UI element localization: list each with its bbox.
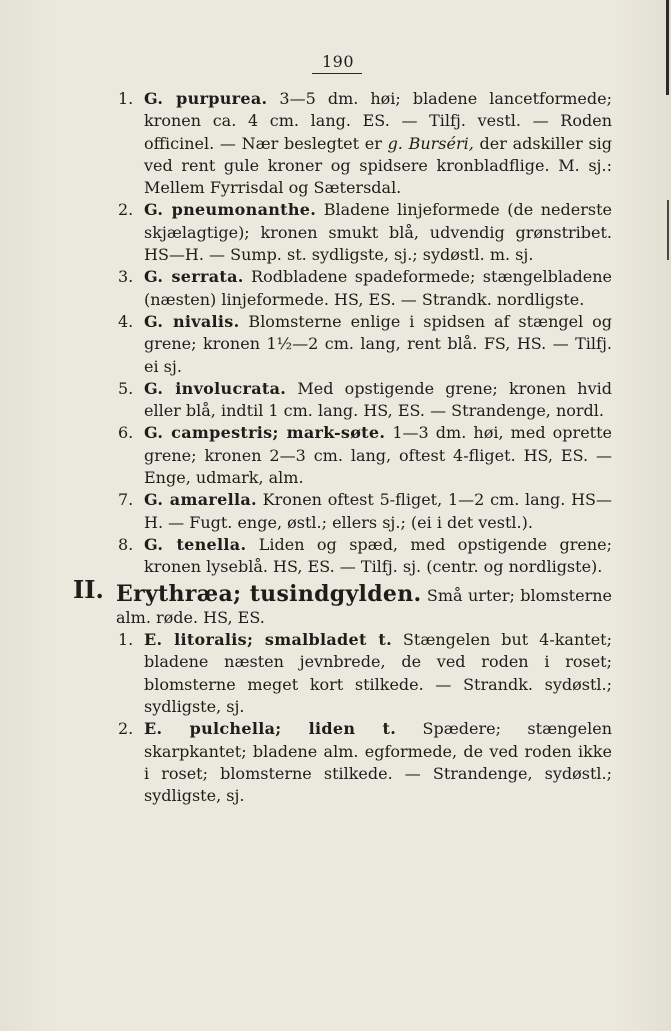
genus-section-heading (0, 574, 671, 630)
page-content (0, 88, 671, 808)
entry-body: Blomsterne enlige i spidsen af stængel og grene; kronen 1½—2 cm. lang, rent blå. FS, HS. — Tilfj. ei sj. (144, 311, 612, 376)
entry-body: Bladene linjeformede (de nederste skjælagtige); kronen smukt blå, udvendig grønstribet. HS—H. — Sump. st. sydligste, sj.; sydøstl. m. sj. (144, 200, 612, 265)
species-name: G. pneumonanthe. (144, 200, 317, 220)
entry-number: 4. (118, 311, 134, 331)
page-number: 190 (322, 52, 355, 71)
section-roman-numeral: II. (73, 574, 104, 604)
species-entry (0, 378, 671, 423)
species-entry (0, 199, 671, 266)
entry-body: Kronen oftest 5-fliget, 1—2 cm. lang. HS—H. — Fugt. enge, østl.; ellers sj.; (ei i det vestl.). (144, 490, 613, 532)
entry-body: Rodbladene spadeformede; stængelbladene (næsten) linjeformede. HS, ES. — Strandk. nordligste. (144, 267, 612, 309)
entry-italic-name: g. Burséri, (387, 133, 474, 153)
species-name: G. campestris; mark-søte. (144, 423, 386, 443)
entry-body: 3—5 dm. høi; bladene lancetformede; kronen ca. 4 cm. lang. ES. — Tilfj. vestl. — Roden officinel. — Nær beslegtet er (144, 89, 613, 153)
entry-number: 1. (118, 630, 134, 650)
entry-text (144, 266, 612, 311)
entry-number: 3. (118, 267, 134, 287)
section-text (116, 580, 613, 630)
entry-body: Liden og spæd, med opstigende grene; kronen lyseblå. HS, ES. — Tilfj. sj. (centr. og nordligste). (144, 534, 613, 577)
entry-text (144, 378, 612, 423)
species-entry (0, 489, 671, 534)
entry-text (144, 534, 612, 579)
entry-text (144, 88, 612, 199)
species-entry (0, 629, 671, 718)
page-number-rule (312, 73, 362, 74)
entry-body: Stængelen but 4-kantet; bladene næsten jevnbrede, de ved roden i roset; blomsterne meget kort stilkede. — Strandk. sydøstl.; sydligste, sj. (144, 630, 612, 717)
entry-body: 1—3 dm. høi, med oprette grene; kronen 2—3 cm. lang, oftest 4-fliget. HS, ES. — Enge, udmark, alm. (144, 423, 612, 488)
entry-text (144, 718, 612, 807)
genus-title: Erythræa; tusindgylden. (116, 580, 422, 607)
entry-number: 5. (118, 378, 134, 398)
entry-text (144, 199, 612, 266)
entry-text (144, 629, 612, 718)
entry-body: Spædere; stængelen skarpkantet; bladene alm. egformede, de ved roden ikke i roset; blomsterne stilkede. — Strandenge, sydøstl.; sydligste, sj. (144, 719, 613, 806)
species-name: G. amarella. (144, 490, 257, 510)
species-name: G. nivalis. (144, 311, 240, 331)
species-entry (0, 266, 671, 311)
page-edge-mark (666, 0, 669, 95)
species-entry (0, 311, 671, 378)
entry-text (144, 311, 612, 378)
species-name: G. involucrata. (144, 378, 287, 398)
species-name: G. serrata. (144, 267, 244, 287)
entry-number: 7. (118, 490, 134, 510)
species-entry (0, 718, 671, 807)
species-name: E. pulchella; liden t. (144, 719, 397, 739)
species-entry (0, 88, 671, 199)
entry-body-rest: der adskiller sig ved rent gule kroner og spidsere kronbladflige. M. sj.: Mellem Fyrrisdal og Sætersdal. (144, 133, 613, 198)
section-body: Små urter; blomsterne alm. røde. HS, ES. (116, 585, 613, 627)
entry-number: 2. (118, 200, 134, 220)
entry-body: Med opstigende grene; kronen hvid eller blå, indtil 1 cm. lang. HS, ES. — Strandenge, nordl. (144, 378, 612, 421)
entry-number: 2. (118, 719, 134, 739)
species-entry (0, 422, 671, 489)
species-name: G. purpurea. (144, 89, 268, 108)
species-name: E. litoralis; smalbladet t. (144, 630, 392, 650)
species-name: G. tenella. (144, 534, 247, 554)
entry-text (144, 489, 612, 534)
entry-text (144, 422, 612, 489)
entry-number: 1. (118, 89, 134, 108)
entry-number: 8. (118, 534, 134, 554)
species-entry (0, 534, 671, 579)
entry-number: 6. (118, 423, 134, 443)
